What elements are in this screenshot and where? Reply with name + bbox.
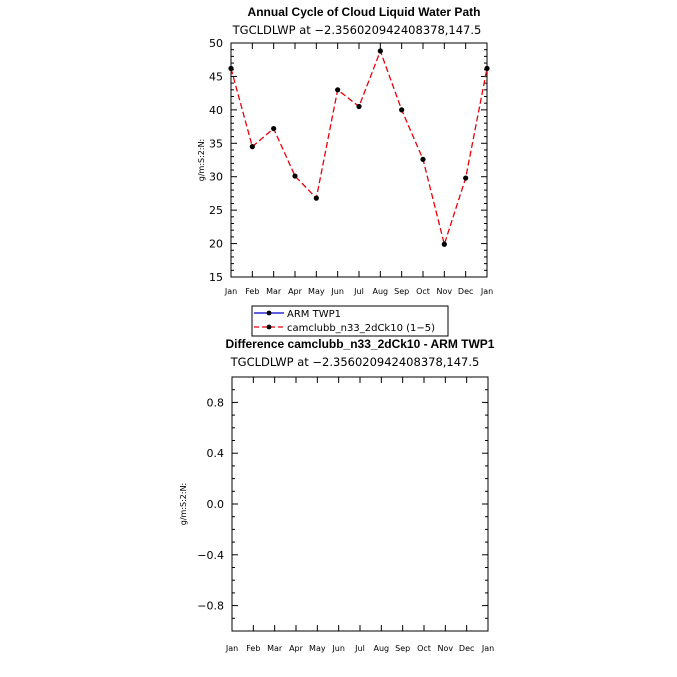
x-tick-label: Jun (332, 644, 345, 653)
x-tick-label: Apr (289, 644, 303, 653)
y-tick-label: 50 (209, 37, 223, 50)
x-tick-label: Feb (245, 287, 260, 296)
bottom-axis-ticks (232, 377, 488, 631)
legend (252, 306, 448, 336)
data-point (442, 242, 447, 247)
top-y-axis-label: g/m:S:2:N: (197, 138, 206, 182)
top-y-tick-labels (209, 37, 223, 284)
x-tick-label: Mar (266, 287, 282, 296)
bottom-y-tick-labels (197, 396, 224, 612)
x-tick-label: Jan (480, 287, 494, 296)
y-tick-label: 15 (209, 271, 223, 284)
x-tick-label: Aug (373, 644, 390, 653)
x-tick-label: Nov (437, 644, 454, 653)
x-tick-label: Nov (436, 287, 453, 296)
y-tick-label: 0.8 (206, 396, 224, 410)
legend-marker-arm (267, 311, 272, 316)
series-line (231, 51, 487, 244)
x-tick-label: Jan (225, 644, 239, 653)
data-point (484, 66, 489, 71)
top-axis-ticks (231, 43, 487, 277)
x-tick-label: Dec (458, 644, 475, 653)
x-tick-label: May (309, 644, 326, 653)
x-tick-label: Mar (267, 644, 283, 653)
x-tick-label: Dec (457, 287, 474, 296)
top-chart-subtitle: TGCLDLWP at −2.356020942408378,147.5 (232, 23, 482, 37)
data-point (292, 173, 297, 178)
x-tick-label: Oct (416, 287, 430, 296)
y-tick-label: 30 (209, 170, 223, 184)
data-point (399, 107, 404, 112)
bottom-chart-title: Difference camclubb_n33_2dCk10 - ARM TWP1 (225, 337, 495, 351)
y-tick-label: 35 (209, 137, 223, 151)
top-chart-title: Annual Cycle of Cloud Liquid Water Path (247, 5, 481, 19)
data-point (356, 104, 361, 109)
x-tick-label: Jan (224, 287, 238, 296)
top-x-tick-labels (224, 287, 493, 296)
bottom-x-tick-labels (225, 644, 494, 653)
x-tick-label: Jun (331, 287, 344, 296)
x-tick-label: Jul (354, 287, 364, 296)
x-tick-label: May (308, 287, 325, 296)
x-tick-label: Jan (481, 644, 495, 653)
y-tick-label: −0.4 (197, 548, 224, 562)
data-point (271, 126, 276, 131)
data-point (314, 196, 319, 201)
legend-label-arm: ARM TWP1 (287, 309, 341, 320)
bottom-panel (179, 337, 495, 653)
x-tick-label: Sep (395, 644, 411, 653)
legend-label-model: camclubb_n33_2dCk10 (1−5) (287, 323, 436, 334)
top-plot-frame (231, 43, 487, 277)
x-tick-label: Sep (394, 287, 410, 296)
data-point (250, 144, 255, 149)
x-tick-label: Oct (417, 644, 431, 653)
data-point (378, 48, 383, 53)
bottom-y-axis-label: g/m:S:2:N: (179, 482, 188, 526)
y-tick-label: 45 (209, 70, 223, 84)
y-tick-label: 25 (209, 204, 223, 218)
top-series-group (228, 48, 489, 246)
data-point (335, 87, 340, 92)
y-tick-label: 40 (209, 103, 223, 117)
x-tick-label: Jul (355, 644, 365, 653)
x-tick-label: Apr (288, 287, 302, 296)
top-panel (197, 5, 493, 296)
x-tick-label: Feb (246, 644, 261, 653)
y-tick-label: 0.4 (206, 447, 224, 461)
x-tick-label: Aug (372, 287, 389, 296)
legend-marker-model (267, 325, 272, 330)
data-point (420, 157, 425, 162)
y-tick-label: −0.8 (197, 599, 224, 613)
y-tick-label: 20 (209, 237, 223, 251)
y-tick-label: 0.0 (206, 498, 224, 511)
bottom-plot-frame (232, 377, 488, 631)
data-point (463, 175, 468, 180)
data-point (228, 66, 233, 71)
bottom-chart-subtitle: TGCLDLWP at −2.356020942408378,147.5 (230, 355, 480, 369)
